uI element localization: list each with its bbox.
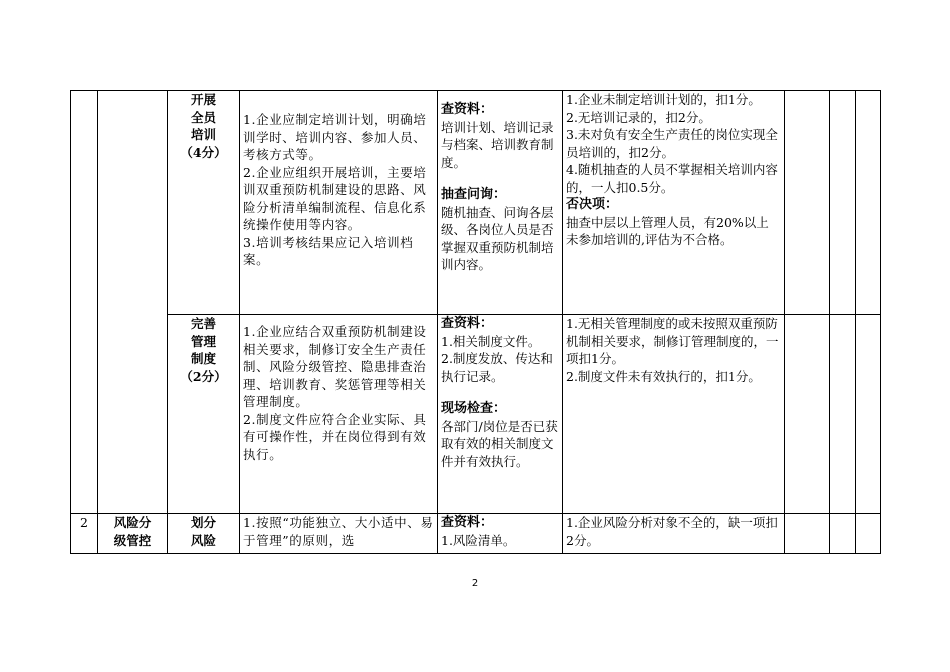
item-title-cell	[168, 514, 240, 554]
scoring-text: 2.无培训记录的，扣2分。	[566, 109, 711, 125]
table-row	[71, 91, 881, 315]
method-label: 抽查问询：	[441, 187, 507, 202]
scoring-text: 1.企业风险分析对象不全的，缺一项扣2分。	[566, 515, 778, 548]
row-number: 2	[71, 514, 98, 554]
method-label: 现场检查：	[441, 401, 507, 416]
category-cell	[98, 91, 168, 514]
method-text: 培训计划、培训记录与档案、培训教育制度。	[441, 119, 554, 170]
requirement-text: 1.按照“功能独立、大小适中、易于管理”的原则，选	[243, 515, 434, 548]
item-title-line: 制度	[190, 351, 216, 366]
scoring-cell	[563, 315, 785, 514]
table-row	[71, 315, 881, 514]
item-title-line: 管理	[190, 333, 216, 349]
scoring-cell	[563, 514, 785, 554]
method-cell	[438, 91, 563, 315]
item-title-cell	[168, 91, 240, 315]
category-line: 级管控	[113, 532, 152, 548]
item-title-line: （2分）	[180, 368, 227, 384]
blank-cell	[856, 315, 881, 514]
blank-cell	[856, 91, 881, 315]
scoring-cell	[563, 91, 785, 315]
item-title-line: 开展	[190, 92, 216, 107]
scoring-text: 4.随机抽查的人员不掌握相关培训内容的，一人扣0.5分。	[566, 162, 778, 195]
method-label: 查资料：	[441, 316, 494, 331]
item-title-line: 培训	[190, 127, 216, 142]
item-title-line: 风险	[190, 532, 216, 548]
category-line: 风险分	[113, 515, 152, 530]
scoring-text: 1.无相关管理制度的或未按照双重预防机制相关要求，制修订管理制度的，一项扣1分。	[566, 316, 779, 366]
blank-cell	[785, 91, 830, 315]
blank-cell	[785, 514, 830, 554]
veto-text: 抽查中层以上管理人员，有20%以上未参加培训的,评估为不合格。	[566, 214, 769, 247]
item-title-line: （4分）	[180, 144, 227, 160]
veto-label: 否决项：	[566, 197, 619, 212]
blank-cell	[785, 315, 830, 514]
requirement-text: 1.企业应结合双重预防机制建设相关要求，制修订安全生产责任制、风险分级管控、隐患排查治理、培训教育、奖惩管理等相关管理制度。	[243, 324, 427, 409]
blank-cell	[856, 514, 881, 554]
category-cell	[98, 514, 168, 554]
assessment-table	[70, 90, 881, 554]
method-text: 1.相关制度文件。 2.制度发放、传达和执行记录。	[441, 333, 553, 384]
method-cell	[438, 315, 563, 514]
requirements-cell	[240, 315, 438, 514]
item-title-line: 全员	[190, 109, 216, 125]
scoring-text: 2.制度文件未有效执行的，扣1分。	[566, 368, 761, 384]
scoring-text: 1.企业未制定培训计划的，扣1分。	[566, 92, 761, 107]
method-text: 随机抽查、问询各层级、各岗位人员是否掌握双重预防机制培训内容。	[441, 204, 554, 272]
requirement-text: 1.企业应制定培训计划，明确培训学时、培训内容、参加人员、考核方式等。	[243, 112, 427, 162]
method-label: 查资料：	[441, 515, 494, 530]
item-title-line: 划分	[190, 515, 216, 530]
method-cell	[438, 514, 563, 554]
requirement-text: 2.制度文件应符合企业实际、具有可操作性，并在岗位得到有效执行。	[243, 411, 427, 462]
item-title-line: 完善	[190, 316, 216, 331]
row-number-cell	[71, 91, 98, 514]
method-label: 查资料：	[441, 102, 494, 117]
method-text: 1.风险清单。	[441, 532, 516, 548]
page-number: 2	[471, 578, 479, 589]
blank-cell	[830, 91, 856, 315]
requirement-text: 3.培训考核结果应记入培训档案。	[243, 234, 414, 267]
table-row	[71, 514, 881, 554]
blank-cell	[830, 514, 856, 554]
method-text: 各部门/岗位是否已获取有效的相关制度文件并有效执行。	[441, 418, 558, 469]
item-title-cell	[168, 315, 240, 514]
scoring-text: 3.未对负有安全生产责任的岗位实现全员培训的，扣2分。	[566, 127, 778, 160]
requirement-text: 2.企业应组织开展培训，主要培训双重预防机制建设的思路、风险分析清单编制流程、信息化系统操作使用等内容。	[243, 164, 427, 232]
requirements-cell	[240, 514, 438, 554]
requirements-cell	[240, 91, 438, 315]
blank-cell	[830, 315, 856, 514]
